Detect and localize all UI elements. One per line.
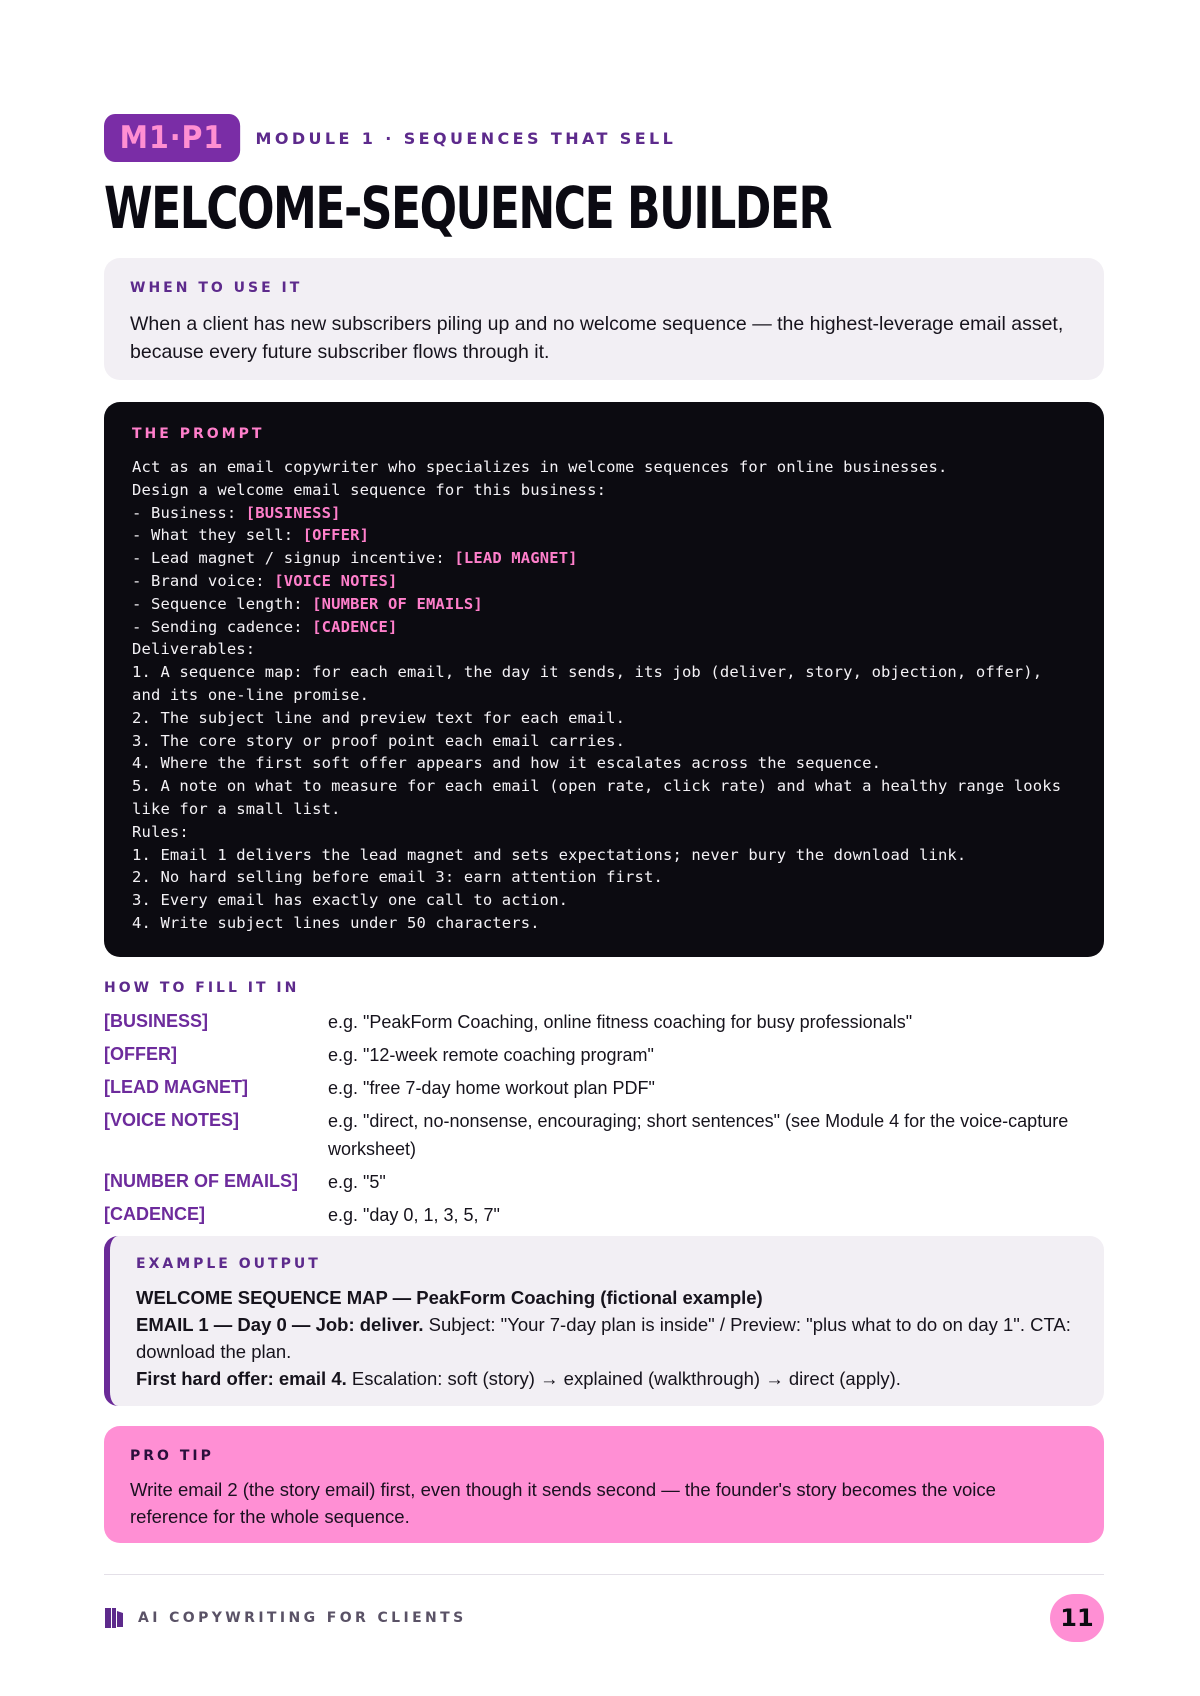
prompt-placeholder: [NUMBER OF EMAILS] — [312, 594, 483, 613]
fill-in-table — [104, 1008, 1104, 1229]
prompt-line-text: - Sequence length: — [132, 594, 313, 613]
prompt-line — [132, 616, 1076, 639]
prompt-line — [132, 456, 1076, 479]
prompt-line-text: 5. A note on what to measure for each email (open rate, click rate) and what a healthy range looks — [132, 777, 1062, 796]
prompt-line — [132, 844, 1076, 867]
footer-brand — [104, 1607, 467, 1629]
prompt-placeholder: [BUSINESS] — [245, 503, 341, 522]
prompt-line — [132, 638, 1076, 661]
pro-tip-box — [104, 1426, 1104, 1543]
prompt-line-text: - Business: — [132, 503, 246, 522]
fill-in-value: e.g. "5" — [328, 1172, 386, 1192]
prompt-line-text: - Lead magnet / signup incentive: — [132, 549, 455, 568]
fill-in-key: [VOICE NOTES] — [104, 1110, 240, 1130]
prompt-line-text: 2. The subject line and preview text for each email. — [132, 708, 626, 727]
example-line — [136, 1311, 1078, 1365]
prompt-line — [132, 912, 1076, 935]
prompt-line-text: like for a small list. — [132, 799, 341, 818]
prompt-line-text: 3. The core story or proof point each email carries. — [132, 731, 626, 750]
when-to-use-text: When a client has new subscribers piling up and no welcome sequence — the highest-leverage email asset, because every future subscriber flows through it. — [130, 313, 1064, 363]
prompt-placeholder: [LEAD MAGNET] — [454, 549, 578, 568]
book-logo-icon — [104, 1607, 126, 1629]
prompt-line — [132, 593, 1076, 616]
fill-in-row — [104, 1168, 1104, 1196]
fill-in-row — [104, 1201, 1104, 1229]
prompt-line-text: Deliverables: — [132, 640, 256, 659]
when-to-use-box — [104, 258, 1104, 380]
prompt-text[interactable] — [132, 456, 1076, 935]
prompt-line — [132, 524, 1076, 547]
prompt-placeholder: [VOICE NOTES] — [274, 571, 398, 590]
prompt-line-text: Rules: — [132, 822, 189, 841]
prompt-line-text: 3. Every email has exactly one call to action. — [132, 891, 569, 910]
when-to-use-label: WHEN TO USE IT — [130, 280, 303, 296]
fill-in-key: [BUSINESS] — [104, 1011, 209, 1031]
prompt-line-text: - What they sell: — [132, 526, 303, 545]
prompt-line-text: Act as an email copywriter who specializes in welcome sequences for online businesses. — [132, 458, 948, 476]
prompt-box — [104, 402, 1104, 957]
fill-in-key: [NUMBER OF EMAILS] — [104, 1171, 298, 1191]
example-line — [136, 1365, 1078, 1392]
prompt-line — [132, 547, 1076, 570]
prompt-line — [132, 730, 1076, 753]
example-output-label: EXAMPLE OUTPUT — [136, 1256, 321, 1272]
fill-in-key: [CADENCE] — [104, 1204, 205, 1224]
fill-in-value: e.g. "free 7-day home workout plan PDF" — [328, 1078, 655, 1098]
prompt-line-text: 4. Write subject lines under 50 characters. — [132, 913, 540, 932]
fill-in-value: e.g. "day 0, 1, 3, 5, 7" — [328, 1205, 500, 1225]
prompt-line — [132, 752, 1076, 775]
example-output-text — [136, 1284, 1078, 1392]
example-output-box — [104, 1236, 1104, 1406]
fill-in-value: e.g. "12-week remote coaching program" — [328, 1045, 654, 1065]
module-code-badge: M1·P1 — [104, 114, 240, 162]
fill-in-row — [104, 1074, 1104, 1102]
example-email-detail: Subject: "Your 7-day plan is inside" / Preview: "plus what to do on day 1". CTA: download the plan. — [136, 1314, 1071, 1362]
prompt-line — [132, 707, 1076, 730]
prompt-placeholder: [CADENCE] — [312, 617, 398, 636]
example-offer-label: First hard offer: email 4. — [136, 1368, 347, 1389]
fill-in-row — [104, 1107, 1104, 1163]
prompt-line — [132, 798, 1076, 821]
example-email-label: EMAIL 1 — Day 0 — Job: deliver. — [136, 1314, 424, 1335]
fill-in-key: [OFFER] — [104, 1044, 177, 1064]
pro-tip-label: PRO TIP — [130, 1448, 214, 1464]
fill-in-row — [104, 1008, 1104, 1036]
prompt-line — [132, 479, 1076, 502]
prompt-line-text: - Brand voice: — [132, 571, 275, 590]
prompt-placeholder: [OFFER] — [302, 526, 370, 545]
example-line — [136, 1284, 1078, 1311]
fill-in-key: [LEAD MAGNET] — [104, 1077, 248, 1097]
prompt-line — [132, 684, 1076, 707]
prompt-line-text: 2. No hard selling before email 3: earn attention first. — [132, 868, 663, 887]
prompt-line-text: and its one-line promise. — [132, 685, 370, 704]
footer-brand-text: AI COPYWRITING FOR CLIENTS — [138, 1610, 467, 1626]
prompt-line-text: - Sending cadence: — [132, 617, 313, 636]
prompt-line-text: 4. Where the first soft offer appears and how it escalates across the sequence. — [132, 754, 882, 773]
prompt-line — [132, 866, 1076, 889]
prompt-line — [132, 889, 1076, 912]
prompt-label: THE PROMPT — [132, 426, 265, 442]
fill-in-section — [104, 980, 1104, 1234]
prompt-line — [132, 775, 1076, 798]
example-offer-detail: Escalation: soft (story) → explained (walkthrough) → direct (apply). — [346, 1368, 901, 1389]
fill-in-row — [104, 1041, 1104, 1069]
prompt-line-text: Design a welcome email sequence for this business: — [132, 480, 607, 499]
fill-in-label: HOW TO FILL IT IN — [104, 980, 300, 996]
prompt-line-text: 1. A sequence map: for each email, the day it sends, its job (deliver, story, objection, offer), — [132, 663, 1043, 682]
page-number: 11 — [1050, 1594, 1104, 1642]
fill-in-value: e.g. "PeakForm Coaching, online fitness coaching for busy professionals" — [328, 1012, 913, 1032]
header — [104, 114, 676, 162]
prompt-line — [132, 821, 1076, 844]
prompt-line — [132, 661, 1076, 684]
prompt-line — [132, 570, 1076, 593]
prompt-line-text: 1. Email 1 delivers the lead magnet and sets expectations; never bury the download link. — [132, 845, 967, 864]
pro-tip-text: Write email 2 (the story email) first, even though it sends second — the founder's story becomes the voice reference for the whole sequence. — [130, 1479, 996, 1527]
page-title: WELCOME-SEQUENCE BUILDER — [104, 174, 831, 242]
example-heading: WELCOME SEQUENCE MAP — PeakForm Coaching (fictional example) — [136, 1287, 763, 1308]
fill-in-value: e.g. "direct, no-nonsense, encouraging; short sentences" (see Module 4 for the voice-capture worksheet) — [328, 1111, 1069, 1159]
footer-divider — [104, 1574, 1104, 1575]
prompt-line — [132, 502, 1076, 525]
module-label: MODULE 1 · SEQUENCES THAT SELL — [255, 128, 677, 148]
